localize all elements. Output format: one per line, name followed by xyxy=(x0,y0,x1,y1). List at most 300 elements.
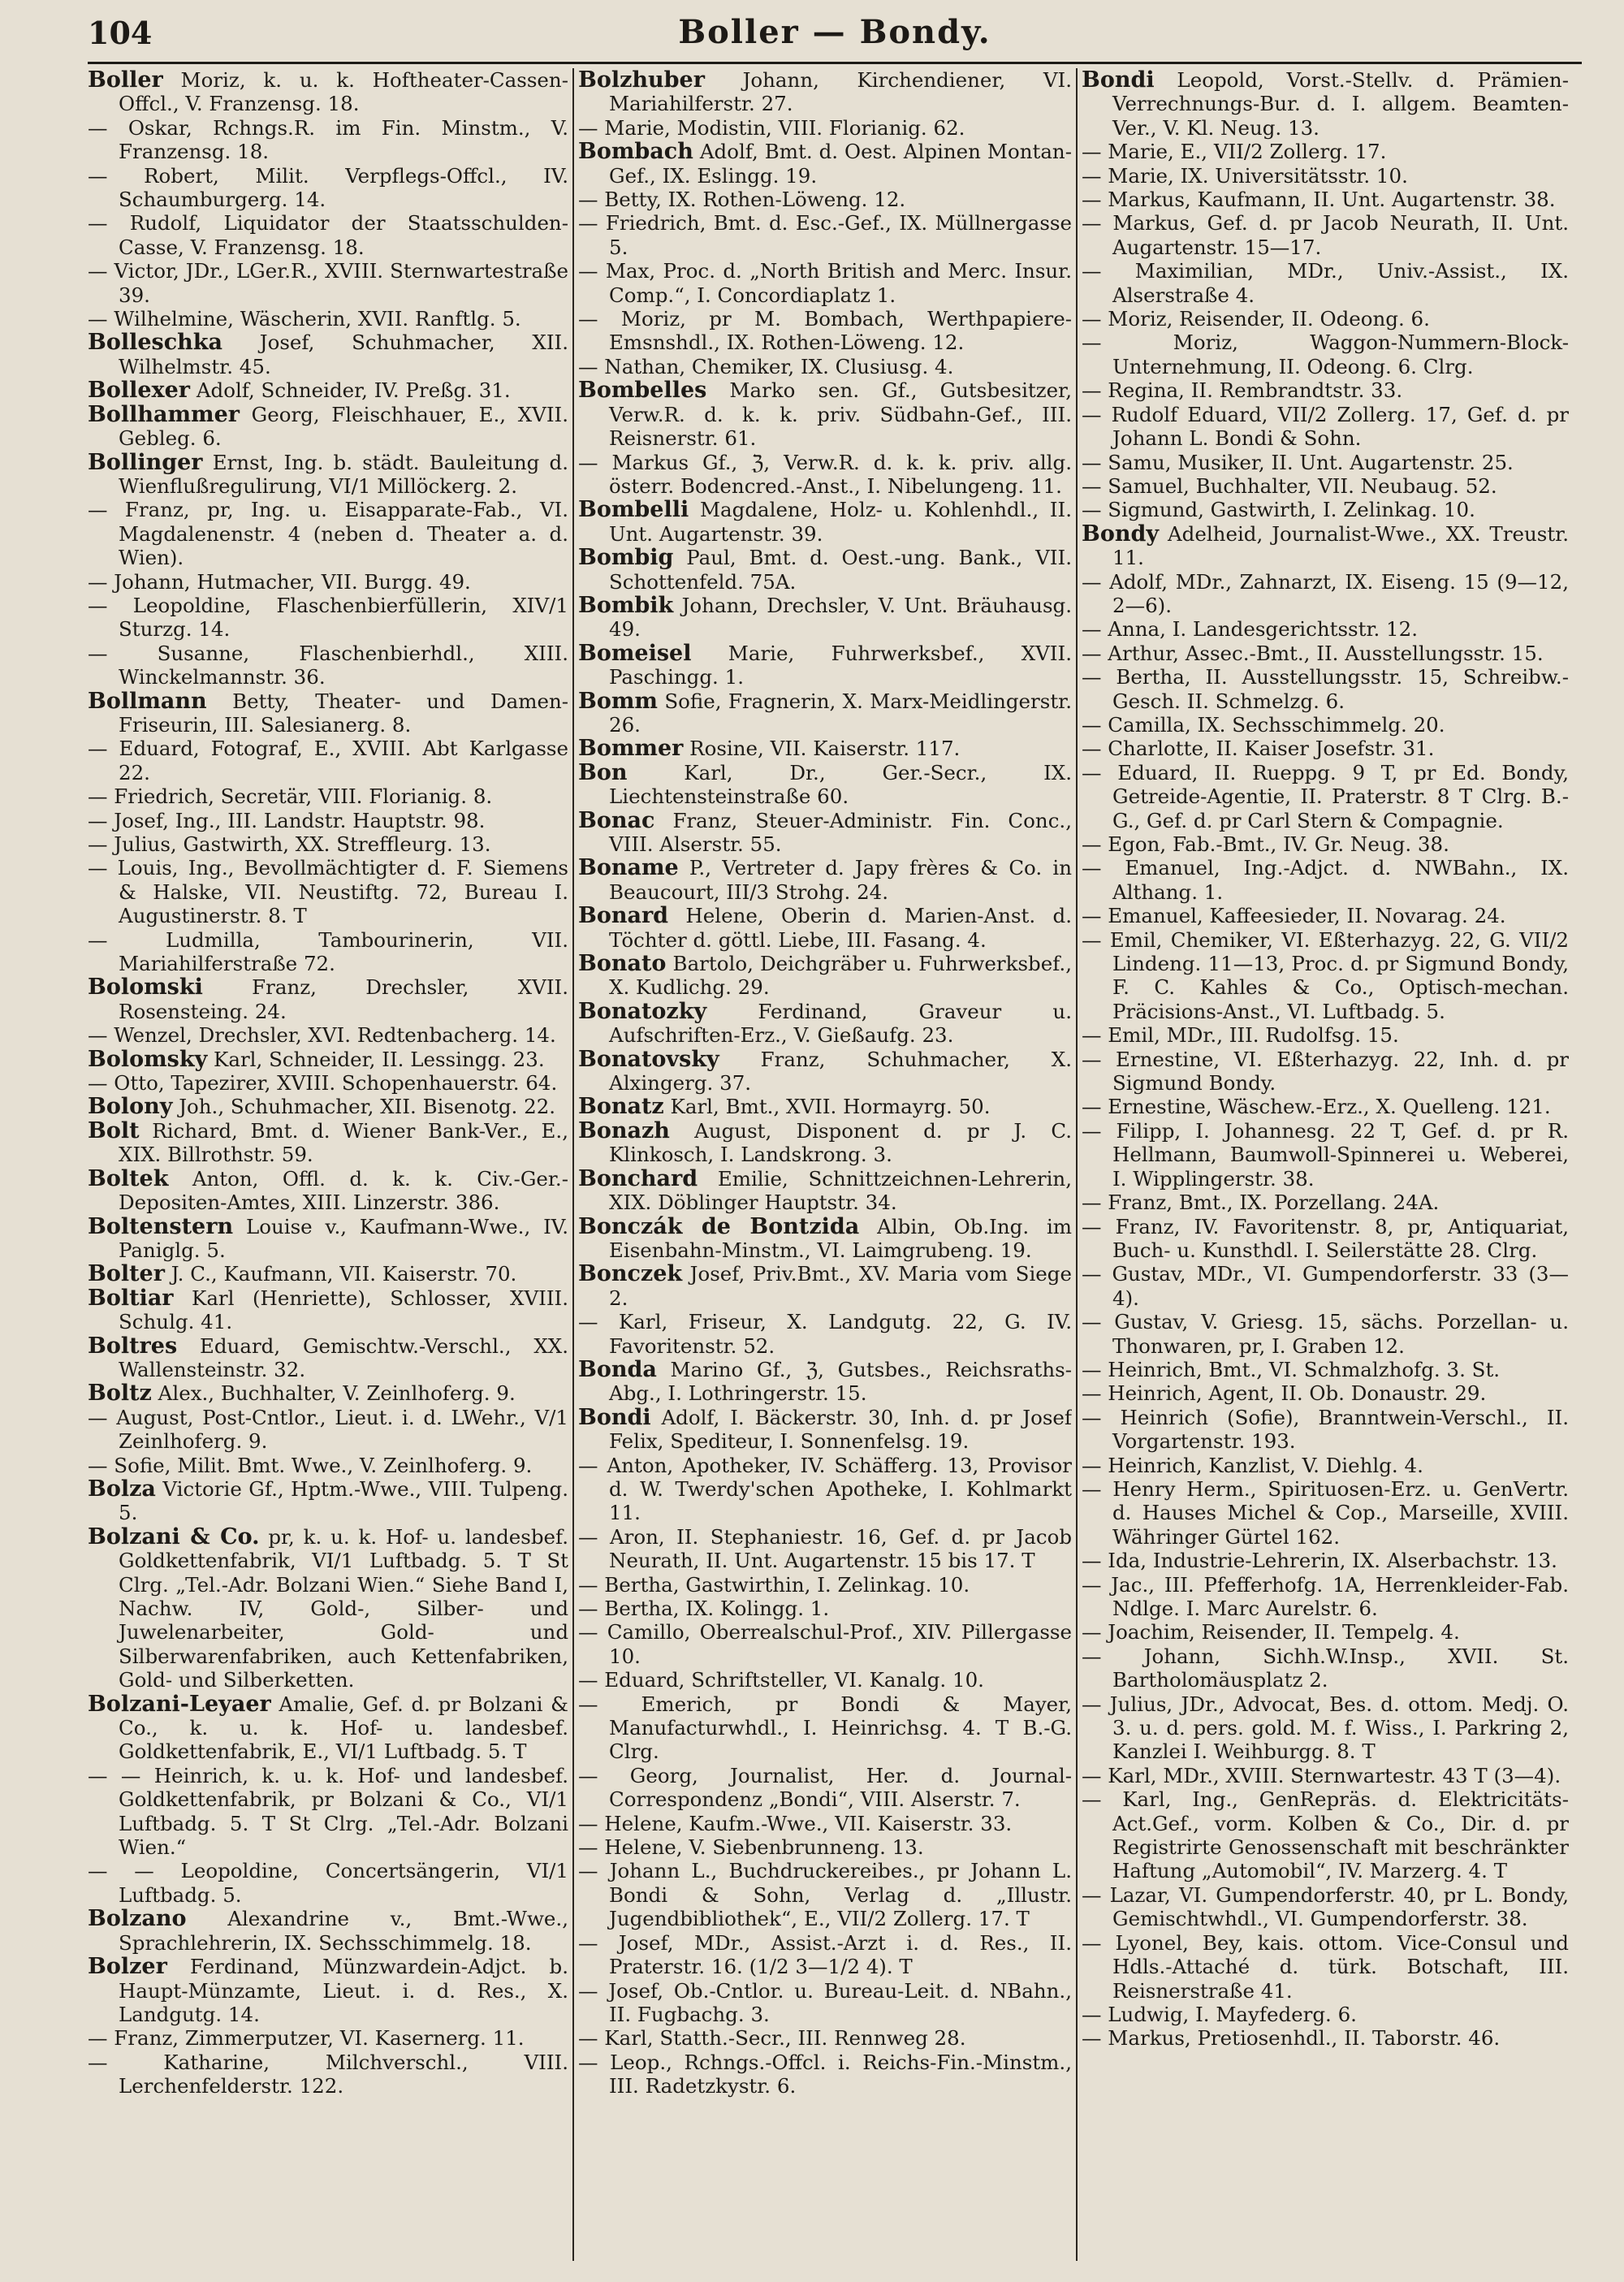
entry-surname: Bollinger xyxy=(88,449,203,475)
entry-surname: Bombig xyxy=(578,545,674,571)
entry-surname: Bolzani-Leyaer xyxy=(88,1691,271,1717)
directory-entry xyxy=(1082,211,1569,259)
entry-text: — Bertha, IX. Kolingg. 1. xyxy=(578,1597,830,1620)
entry-surname: Bolzani & Co. xyxy=(88,1523,260,1549)
entry-text: — Lazar, VI. Gumpendorferstr. 40, pr L. Bondy, Gemischtwhdl., VI. Gumpendorferstr. 38. xyxy=(1082,1882,1569,1931)
entry-surname: Bolzer xyxy=(88,1954,167,1980)
directory-entry xyxy=(88,164,568,212)
entry-text: — Markus, Kaufmann, II. Unt. Augartenstr. 38. xyxy=(1082,188,1556,212)
directory-entry xyxy=(1082,1048,1569,1096)
entry-surname: Bonczek xyxy=(578,1261,683,1287)
entry-text: — Franz, pr, Ing. u. Eisapparate-Fab., VI. Magdalenenstr. 4 (neben d. Theater a. d. Wien). xyxy=(88,498,568,570)
directory-entry xyxy=(578,594,1072,642)
directory-entry xyxy=(578,1859,1072,1930)
directory-entry xyxy=(578,1835,1072,1859)
entry-text: — Josef, Ing., III. Landstr. Hauptstr. 98. xyxy=(88,808,486,832)
directory-entry xyxy=(88,1167,568,1215)
entry-text: — Gustav, V. Griesg. 15, sächs. Porzellan- u. Thonwaren, pr, I. Graben 12. xyxy=(1082,1310,1569,1358)
entry-text: — Susanne, Flaschenbierhdl., XIII. Winckelmannstr. 36. xyxy=(88,641,568,689)
directory-entry xyxy=(1082,1381,1569,1405)
entry-text: Adolf, I. Bäckerstr. 30, Inh. d. pr Josef Felix, Spediteur, I. Sonnenfelsg. 19. xyxy=(609,1405,1072,1454)
entry-text: — Joachim, Reisender, II. Tempelg. 4. xyxy=(1082,1620,1460,1645)
entry-surname: Boltres xyxy=(88,1333,178,1359)
directory-entry xyxy=(1082,331,1569,378)
directory-entry xyxy=(578,856,1072,904)
entry-text: — Franz, Zimmerputzer, VI. Kasernerg. 11. xyxy=(88,2026,525,2051)
entry-text: Helene, Oberin d. Marien-Anst. d. Töchter d. göttl. Liebe, III. Fasang. 4. xyxy=(609,904,1072,952)
directory-entry xyxy=(578,1931,1072,1979)
entry-text: — Julius, Gastwirth, XX. Streffleurg. 13. xyxy=(88,832,491,856)
directory-entry xyxy=(578,2051,1072,2098)
entry-text: — Arthur, Assec.-Bmt., II. Ausstellungsstr. 15. xyxy=(1082,641,1544,665)
column-2 xyxy=(578,68,1072,2269)
directory-entry xyxy=(1082,642,1569,665)
directory-entry xyxy=(578,1000,1072,1048)
directory-entry xyxy=(88,1286,568,1334)
directory-entry xyxy=(1082,904,1569,927)
entry-text: Johann, Kirchendiener, VI. Mariahilferstr. 27. xyxy=(609,68,1072,116)
directory-entry xyxy=(88,1071,568,1095)
directory-entry xyxy=(1082,1787,1569,1883)
entry-text: — Heinrich, Kanzlist, V. Diehlg. 4. xyxy=(1082,1453,1423,1477)
entry-text: P., Vertreter d. Japy frères & Co. in Beaucourt, III/3 Strohg. 24. xyxy=(609,856,1072,904)
directory-entry xyxy=(88,570,568,594)
entry-text: — Franz, IV. Favoritenstr. 8, pr, Antiquariat, Buch- u. Kunsthdl. I. Seilerstätte 28. Clrg. xyxy=(1082,1214,1569,1262)
directory-entry xyxy=(578,355,1072,378)
directory-entry xyxy=(88,1262,568,1286)
directory-entry xyxy=(1082,737,1569,760)
entry-surname: Bolony xyxy=(88,1094,173,1120)
entry-surname: Bonda xyxy=(578,1356,657,1382)
directory-entry xyxy=(578,1692,1072,1764)
directory-entry xyxy=(1082,188,1569,211)
entry-text: Karl, Bmt., XVII. Hormayrg. 50. xyxy=(663,1095,991,1119)
directory-entry xyxy=(578,689,1072,737)
entry-text: Adolf, Schneider, IV. Preßg. 31. xyxy=(190,378,511,403)
entry-text: — Franz, Bmt., IX. Porzellang. 24A. xyxy=(1082,1191,1440,1215)
directory-entry xyxy=(578,1048,1072,1096)
directory-entry xyxy=(88,594,568,642)
directory-entry xyxy=(88,2051,568,2098)
directory-entry xyxy=(88,116,568,164)
entry-text: — Bertha, Gastwirthin, I. Zelinkag. 10. xyxy=(578,1572,970,1597)
entry-text: Karl (Henriette), Schlosser, XVIII. Schulg. 41. xyxy=(119,1286,568,1334)
entry-text: — Friedrich, Secretär, VIII. Florianig. 8. xyxy=(88,784,493,809)
directory-entry xyxy=(1082,1095,1569,1118)
directory-entry xyxy=(578,904,1072,952)
directory-entry xyxy=(578,1095,1072,1118)
entry-text: — — Leopoldine, Concertsängerin, VI/1 Luftbadg. 5. xyxy=(88,1859,568,1907)
column-3 xyxy=(1082,68,1569,2269)
directory-entry xyxy=(1082,522,1569,570)
column-1 xyxy=(88,68,568,2269)
directory-entry xyxy=(1082,1358,1569,1381)
entry-surname: Bondi xyxy=(1082,68,1155,93)
directory-entry xyxy=(578,1979,1072,2027)
entry-text: Paul, Bmt. d. Oest.-ung. Bank., VII. Schottenfeld. 75A. xyxy=(609,546,1072,594)
entry-surname: Bonczák de Bontzida xyxy=(578,1213,860,1239)
directory-entry xyxy=(1082,761,1569,832)
directory-entry xyxy=(88,1334,568,1382)
entry-text: Ferdinand, Graveur u. Aufschriften-Erz., V. Gießaufg. 23. xyxy=(609,999,1072,1048)
entry-surname: Bolza xyxy=(88,1476,156,1502)
entry-text: Amalie, Gef. d. pr Bolzani & Co., k. u. k. Hof- u. landesbef. Goldkettenfabrik, E., VI/1 Luftbadg. 5. T xyxy=(119,1692,568,1764)
entry-surname: Bolter xyxy=(88,1261,165,1287)
directory-entry xyxy=(578,498,1072,546)
directory-entry xyxy=(1082,1454,1569,1477)
entry-text: Karl, Schneider, II. Lessingg. 23. xyxy=(207,1047,545,1071)
directory-entry xyxy=(88,975,568,1023)
directory-entry xyxy=(578,642,1072,689)
entry-surname: Bonchard xyxy=(578,1165,698,1191)
entry-text: — Markus Gf., ℨ, Verw.R. d. k. k. priv. allg. österr. Bodencred.-Anst., I. Nibelungeng. 11. xyxy=(578,450,1072,498)
entry-text: — Marie, IX. Universitätsstr. 10. xyxy=(1082,163,1408,188)
directory-entry xyxy=(1082,498,1569,521)
directory-entry xyxy=(88,498,568,569)
entry-text: — Egon, Fab.-Bmt., IV. Gr. Neug. 38. xyxy=(1082,832,1449,856)
entry-surname: Bolomsky xyxy=(88,1046,208,1072)
entry-text: Franz, Schuhmacher, X. Alxingerg. 37. xyxy=(609,1047,1072,1096)
entry-text: — Friedrich, Bmt. d. Esc.-Gef., IX. Müllnergasse 5. xyxy=(578,211,1072,259)
entry-text: — Wilhelmine, Wäscherin, XVII. Ranftlg. 5. xyxy=(88,307,521,331)
directory-entry xyxy=(88,1095,568,1118)
page-header xyxy=(88,10,1582,58)
entry-surname: Bolomski xyxy=(88,975,203,1001)
entry-text: — Eduard, Fotograf, E., XVIII. Abt Karlgasse 22. xyxy=(88,737,568,784)
entry-text: — Julius, JDr., Advocat, Bes. d. ottom. Medj. O. 3. u. d. pers. gold. M. f. Wiss., I. Parkring 2, Kanzlei I. Weihburgg. 8. T xyxy=(1082,1692,1569,1764)
entry-text: — Ernestine, Wäschew.-Erz., X. Quelleng. 121. xyxy=(1082,1095,1551,1119)
directory-entry xyxy=(1082,1883,1569,1931)
entry-text: — Camillo, Oberrealschul-Prof., XIV. Pillergasse 10. xyxy=(578,1620,1072,1668)
entry-text: — Regina, II. Rembrandtstr. 33. xyxy=(1082,378,1403,403)
directory-entry xyxy=(1082,570,1569,618)
entry-text: Moriz, k. u. k. Hoftheater-Cassen-Offcl., V. Franzensg. 18. xyxy=(119,68,568,116)
entry-text: Johann, Drechsler, V. Unt. Bräuhausg. 49. xyxy=(609,593,1072,642)
entry-text: — Johann L., Buchdruckereibes., pr Johann L. Bondi & Sohn, Verlag d. „Illustr. Jugendbibliothek“, E., VII/2 Zollerg. 17. T xyxy=(578,1859,1072,1931)
entry-surname: Boltz xyxy=(88,1381,152,1407)
directory-entry xyxy=(578,2026,1072,2050)
entry-surname: Bonato xyxy=(578,951,667,977)
directory-entry xyxy=(578,809,1072,857)
directory-entry xyxy=(88,1859,568,1907)
entry-text: Ferdinand, Münzwardein-Adjct. b. Haupt-Münzamte, Lieut. i. d. Res., X. Landgutg. 14. xyxy=(119,1955,568,2026)
entry-text: Marko sen. Gf., Gutsbesitzer, Verw.R. d. k. k. priv. Südbahn-Gef., III. Reisnerstr. 61. xyxy=(609,378,1072,451)
entry-text: — Karl, MDr., XVIII. Sternwartestr. 43 T (3—4). xyxy=(1082,1763,1561,1787)
directory-entry xyxy=(88,1119,568,1167)
entry-text: — Emerich, pr Bondi & Mayer, Manufacturwhdl., I. Heinrichsg. 4. T B.-G. Clrg. xyxy=(578,1692,1072,1764)
entry-text: — Adolf, MDr., Zahnarzt, IX. Eiseng. 15 (9—12, 2—6). xyxy=(1082,569,1569,617)
entry-text: Marino Gf., ℨ, Gutsbes., Reichsraths-Abg., I. Lothringerstr. 15. xyxy=(609,1357,1072,1406)
directory-entry xyxy=(1082,1406,1569,1454)
directory-entry xyxy=(1082,164,1569,188)
directory-entry xyxy=(578,68,1072,116)
directory-entry xyxy=(1082,928,1569,1024)
entry-text: — Emanuel, Ing.-Adjct. d. NWBahn., IX. Althang. 1. xyxy=(1082,856,1569,904)
directory-entry xyxy=(578,1358,1072,1406)
entry-text: — Henry Herm., Spirituosen-Erz. u. GenVertr. d. Hauses Michel & Cop., Marseille, XVIII. Währinger Gürtel 162. xyxy=(1082,1476,1569,1549)
directory-entry xyxy=(578,952,1072,1000)
directory-entry xyxy=(88,331,568,378)
entry-surname: Bon xyxy=(578,759,628,785)
column-divider xyxy=(1076,68,1078,2261)
directory-entry xyxy=(578,1167,1072,1215)
entry-text: Marie, Fuhrwerksbef., XVII. Paschingg. 1. xyxy=(609,641,1072,689)
entry-text: — Josef, MDr., Assist.-Arzt i. d. Res., II. Praterstr. 16. (1/2 3—1/2 4). T xyxy=(578,1930,1072,1979)
directory-entry xyxy=(578,1668,1072,1692)
directory-entry xyxy=(88,1381,568,1405)
directory-entry xyxy=(1082,1477,1569,1549)
directory-entry xyxy=(88,1907,568,1955)
directory-entry xyxy=(1082,451,1569,474)
directory-entry xyxy=(88,809,568,832)
directory-entry xyxy=(1082,1023,1569,1047)
entry-text: — Louis, Ing., Bevollmächtigter d. F. Siemens & Halske, VII. Neustiftg. 72, Bureau I. Augustinerstr. 8. T xyxy=(88,856,568,928)
directory-entry xyxy=(578,1119,1072,1167)
entry-surname: Bolzhuber xyxy=(578,68,705,93)
entry-text: Joh., Schuhmacher, XII. Bisenotg. 22. xyxy=(172,1095,556,1119)
directory-entry xyxy=(1082,1119,1569,1191)
directory-entry xyxy=(88,832,568,856)
directory-entry xyxy=(578,451,1072,499)
directory-entry xyxy=(578,1454,1072,1525)
directory-entry xyxy=(1082,2003,1569,2026)
entry-text: — Katharine, Milchverschl., VIII. Lerchenfelderstr. 122. xyxy=(88,2050,568,2098)
directory-entry xyxy=(578,259,1072,307)
directory-entry xyxy=(1082,665,1569,713)
entry-text: Victorie Gf., Hptm.-Wwe., VIII. Tulpeng. 5. xyxy=(119,1476,568,1525)
directory-entry xyxy=(88,378,568,402)
entry-text: Alexandrine v., Bmt.-Wwe., Sprachlehrerin, IX. Sechsschimmelg. 18. xyxy=(119,1907,568,1955)
entry-text: — Rudolf Eduard, VII/2 Zollerg. 17, Gef. d. pr Johann L. Bondi & Sohn. xyxy=(1082,402,1569,451)
directory-entry xyxy=(88,689,568,737)
entry-text: Alex., Buchhalter, V. Zeinlhoferg. 9. xyxy=(151,1381,516,1406)
directory-entry xyxy=(1082,713,1569,737)
entry-text: — Markus, Pretiosenhdl., II. Taborstr. 46. xyxy=(1082,2026,1501,2051)
directory-entry xyxy=(578,1812,1072,1835)
entry-surname: Bonatozky xyxy=(578,998,707,1024)
entry-text: — Leopoldine, Flaschenbierfüllerin, XIV/1 Sturzg. 14. xyxy=(88,593,568,642)
directory-entry xyxy=(88,1955,568,2026)
entry-text: — Helene, Kaufm.-Wwe., VII. Kaiserstr. 33. xyxy=(578,1811,1013,1835)
directory-entry xyxy=(578,116,1072,140)
directory-entry xyxy=(88,68,568,116)
entry-text: — Johann, Hutmacher, VII. Burgg. 49. xyxy=(88,569,471,594)
entry-surname: Bonard xyxy=(578,903,669,929)
entry-text: — — Heinrich, k. u. k. Hof- und landesbef. Goldkettenfabrik, pr Bolzani & Co., VI/1 Luftbadg. 5. T St Clrg. „Tel.-Adr. Bolzani Wien.“ xyxy=(88,1763,568,1860)
directory-entry xyxy=(1082,1931,1569,2003)
entry-text: — Eduard, II. Rueppg. 9 T, pr Ed. Bondy, Getreide-Agentie, II. Praterstr. 8 T Clrg. B.-G., Gef. d. pr Carl Stern & Compagnie. xyxy=(1082,760,1569,832)
entry-text: Josef, Schuhmacher, XII. Wilhelmstr. 45. xyxy=(119,331,568,378)
entry-text: — Maximilian, MDr., Univ.-Assist., IX. Alserstraße 4. xyxy=(1082,259,1569,307)
directory-entry xyxy=(88,1764,568,1860)
directory-entry xyxy=(1082,1620,1569,1644)
directory-entry xyxy=(1082,1191,1569,1214)
entry-text: — Gustav, MDr., VI. Gumpendorferstr. 33 (3—4). xyxy=(1082,1262,1569,1310)
entry-surname: Boltenstern xyxy=(88,1213,234,1239)
entry-text: Bartolo, Deichgräber u. Fuhrwerksbef., X. Kudlichg. 29. xyxy=(609,952,1072,1000)
directory-entry xyxy=(88,1692,568,1764)
directory-entry xyxy=(1082,1645,1569,1692)
entry-text: Rosine, VII. Kaiserstr. 117. xyxy=(683,737,961,761)
entry-text: — Anna, I. Landesgerichtsstr. 12. xyxy=(1082,617,1419,642)
entry-text: pr, k. u. k. Hof- u. landesbef. Goldkettenfabrik, VI/1 Luftbadg. 5. T St Clrg. „Tel.-Adr. Bolzani Wien.“ Siehe Band I, Nachw. IV, Gold-, Silber- und Juwelenarbeiter, Gold- und Silberwarenfabriken, auch Kettenfabriken, Gold- und Silberketten. xyxy=(119,1524,568,1692)
directory-entry xyxy=(88,2026,568,2050)
directory-entry xyxy=(1082,403,1569,451)
directory-entry xyxy=(1082,140,1569,163)
entry-text: — Max, Proc. d. „North British and Merc. Insur. Comp.“, I. Concordiaplatz 1. xyxy=(578,259,1072,307)
entry-text: — Marie, Modistin, VIII. Florianig. 62. xyxy=(578,115,965,140)
directory-entry xyxy=(88,737,568,784)
entry-text: — Moriz, Waggon-Nummern-Block-Unternehmung, II. Odeong. 6. Clrg. xyxy=(1082,331,1569,378)
entry-text: — Heinrich, Bmt., VI. Schmalzhofg. 3. St. xyxy=(1082,1357,1501,1381)
entry-surname: Bondy xyxy=(1082,521,1160,547)
directory-entry xyxy=(88,1048,568,1071)
directory-entry xyxy=(1082,617,1569,641)
directory-entry xyxy=(578,1597,1072,1620)
directory-entry xyxy=(578,1573,1072,1597)
directory-entry xyxy=(88,1454,568,1477)
entry-text: — Lyonel, Bey, kais. ottom. Vice-Consul und Hdls.-Attaché d. türk. Botschaft, III. Reisnerstraße 41. xyxy=(1082,1930,1569,2003)
entry-text: — Leop., Rchngs.-Offcl. i. Reichs-Fin.-Minstm., III. Radetzkystr. 6. xyxy=(578,2050,1072,2098)
entry-text: — Ida, Industrie-Lehrerin, IX. Alserbachstr. 13. xyxy=(1082,1549,1557,1573)
entry-text: — Moriz, Reisender, II. Odeong. 6. xyxy=(1082,307,1430,331)
entry-text: — Samu, Musiker, II. Unt. Augartenstr. 25. xyxy=(1082,450,1514,474)
column-divider xyxy=(572,68,574,2261)
directory-entry xyxy=(578,1406,1072,1454)
entry-surname: Bonatovsky xyxy=(578,1046,719,1072)
directory-entry xyxy=(1082,1215,1569,1263)
entry-text: — Bertha, II. Ausstellungsstr. 15, Schreibw.-Gesch. II. Schmelzg. 6. xyxy=(1082,665,1569,713)
directory-entry xyxy=(578,761,1072,809)
directory-entry xyxy=(1082,474,1569,498)
entry-text: — Wenzel, Drechsler, XVI. Redtenbacherg. 14. xyxy=(88,1023,556,1048)
directory-entry xyxy=(1082,378,1569,402)
entry-text: Sofie, Fragnerin, X. Marx-Meidlingerstr. 26. xyxy=(609,689,1072,737)
directory-entry xyxy=(1082,832,1569,856)
entry-text: — August, Post-Cntlor., Lieut. i. d. LWehr., V/1 Zeinlhoferg. 9. xyxy=(88,1405,568,1454)
entry-text: Karl, Dr., Ger.-Secr., IX. Liechtensteinstraße 60. xyxy=(609,760,1072,809)
entry-surname: Boller xyxy=(88,68,163,93)
directory-entry xyxy=(1082,2026,1569,2050)
entry-text: — Sofie, Milit. Bmt. Wwe., V. Zeinlhoferg. 9. xyxy=(88,1453,533,1477)
entry-surname: Bombach xyxy=(578,139,693,165)
entry-text: — Emanuel, Kaffeesieder, II. Novarag. 24. xyxy=(1082,904,1506,928)
entry-surname: Bonatz xyxy=(578,1094,664,1120)
entry-text: — Rudolf, Liquidator der Staatsschulden-Casse, V. Franzensg. 18. xyxy=(88,211,568,259)
entry-text: Georg, Fleischhauer, E., XVII. Gebleg. 6. xyxy=(119,402,568,451)
entry-text: — Ernestine, VI. Eßterhazyg. 22, Inh. d. pr Sigmund Bondy. xyxy=(1082,1047,1569,1096)
directory-entry xyxy=(88,1477,568,1525)
entry-text: — Moriz, pr M. Bombach, Werthpapiere-Emsnshdl., IX. Rothen-Löweng. 12. xyxy=(578,307,1072,355)
directory-entry xyxy=(578,1525,1072,1573)
entry-text: — Charlotte, II. Kaiser Josefstr. 31. xyxy=(1082,737,1435,761)
entry-surname: Bollmann xyxy=(88,688,207,714)
directory-entry xyxy=(578,188,1072,211)
entry-surname: Bombik xyxy=(578,592,674,618)
directory-entry xyxy=(88,307,568,331)
entry-text: — Filipp, I. Johannesg. 22 T, Gef. d. pr R. Hellmann, Baumwoll-Spinnerei u. Weberei, I. Wipplingerstr. 38. xyxy=(1082,1118,1569,1191)
entry-text: — Markus, Gef. d. pr Jacob Neurath, II. Unt. Augartenstr. 15—17. xyxy=(1082,211,1569,259)
entry-text: — Jac., III. Pfefferhofg. 1A, Herrenkleider-Fab. Ndlge. I. Marc Aurelstr. 6. xyxy=(1082,1572,1569,1620)
entry-text: — Nathan, Chemiker, IX. Clusiusg. 4. xyxy=(578,354,954,378)
entry-text: Betty, Theater- und Damen-Friseurin, III. Salesianerg. 8. xyxy=(119,689,568,737)
directory-entry xyxy=(578,546,1072,594)
directory-entry xyxy=(578,1262,1072,1310)
directory-entry xyxy=(88,403,568,451)
entry-text: — Karl, Friseur, X. Landgutg. 22, G. IV. Favoritenstr. 52. xyxy=(578,1310,1072,1358)
entry-text: — Anton, Apotheker, IV. Schäfferg. 13, Provisor d. W. Twerdy'schen Apotheke, I. Kohlmarkt 11. xyxy=(578,1453,1072,1525)
entry-text: — Karl, Ing., GenRepräs. d. Elektricitäts-Act.Gef., vorm. Kolben & Co., Dir. d. pr Registrirte Genossenschaft mit beschränkter Haftung „Automobil“, IV. Marzerg. 4. T xyxy=(1082,1787,1569,1883)
directory-entry xyxy=(578,378,1072,450)
entry-surname: Boltiar xyxy=(88,1285,174,1311)
entry-text: — Betty, IX. Rothen-Löweng. 12. xyxy=(578,188,906,212)
directory-entry xyxy=(88,1023,568,1047)
entry-text: Adelheid, Journalist-Wwe., XX. Treustr. 11. xyxy=(1112,521,1569,570)
entry-text: — Samuel, Buchhalter, VII. Neubaug. 52. xyxy=(1082,473,1497,498)
entry-text: Ernst, Ing. b. städt. Bauleitung d. Wienflußregulirung, VI/1 Millöckerg. 2. xyxy=(119,450,568,498)
directory-entry xyxy=(88,1525,568,1692)
directory-entry xyxy=(1082,856,1569,904)
directory-entry xyxy=(578,1620,1072,1668)
directory-entry xyxy=(578,1215,1072,1263)
entry-surname: Bollexer xyxy=(88,378,191,404)
directory-entry xyxy=(88,259,568,307)
directory-entry xyxy=(88,211,568,259)
entry-text: — Karl, Statth.-Secr., III. Rennweg 28. xyxy=(578,2026,966,2051)
entry-text: — Emil, MDr., III. Rudolfsg. 15. xyxy=(1082,1023,1399,1048)
header-rule xyxy=(88,62,1582,64)
directory-entry xyxy=(578,1764,1072,1812)
directory-entry xyxy=(88,1406,568,1454)
directory-entry xyxy=(88,642,568,689)
entry-text: Eduard, Gemischtw.-Verschl., XX. Wallensteinstr. 32. xyxy=(119,1333,568,1381)
entry-surname: Bomeisel xyxy=(578,640,692,666)
page-number: 104 xyxy=(88,15,153,51)
entry-text: — Victor, JDr., LGer.R., XVIII. Sternwartestraße 39. xyxy=(88,259,568,307)
entry-surname: Bolzano xyxy=(88,1906,187,1932)
running-title: Boller — Bondy. xyxy=(678,13,991,51)
directory-entry xyxy=(1082,307,1569,331)
entry-text: — Ludmilla, Tambourinerin, VII. Mariahilferstraße 72. xyxy=(88,927,568,976)
entry-surname: Bomm xyxy=(578,688,658,714)
directory-entry xyxy=(1082,1310,1569,1358)
entry-text: Anton, Offl. d. k. k. Civ.-Ger.-Depositen-Amtes, XIII. Linzerstr. 386. xyxy=(119,1166,568,1215)
entry-text: Magdalene, Holz- u. Kohlenhdl., II. Unt. Augartenstr. 39. xyxy=(609,498,1072,546)
directory-entry xyxy=(1082,259,1569,307)
entry-text: August, Disponent d. pr J. C. Klinkosch, I. Landskrong. 3. xyxy=(609,1118,1072,1167)
entry-text: Louise v., Kaufmann-Wwe., IV. Paniglg. 5. xyxy=(119,1214,568,1262)
entry-text: — Josef, Ob.-Cntlor. u. Bureau-Leit. d. NBahn., II. Fugbachg. 3. xyxy=(578,1978,1072,2026)
entry-text: — Marie, E., VII/2 Zollerg. 17. xyxy=(1082,140,1387,164)
directory-entry xyxy=(88,1215,568,1263)
entry-text: — Ludwig, I. Mayfederg. 6. xyxy=(1082,2002,1357,2026)
entry-text: J. C., Kaufmann, VII. Kaiserstr. 70. xyxy=(164,1262,517,1286)
entry-surname: Bollhammer xyxy=(88,401,240,427)
directory-entry xyxy=(1082,1573,1569,1621)
entry-surname: Bonazh xyxy=(578,1117,670,1143)
directory-entry xyxy=(88,451,568,499)
directory-entry xyxy=(578,737,1072,760)
entry-text: Franz, Drechsler, XVII. Rosensteing. 24. xyxy=(119,975,568,1023)
entry-surname: Bombelli xyxy=(578,497,689,523)
entry-text: — Helene, V. Siebenbrunneng. 13. xyxy=(578,1835,924,1860)
entry-text: Leopold, Vorst.-Stellv. d. Prämien-Verrechnungs-Bur. d. I. allgem. Beamten-Ver., V. Kl. Neug. 13. xyxy=(1112,68,1569,140)
entry-text: — Otto, Tapezirer, XVIII. Schopenhauerstr. 64. xyxy=(88,1071,558,1096)
entry-text: Franz, Steuer-Administr. Fin. Conc., VIII. Alserstr. 55. xyxy=(609,808,1072,856)
entry-text: — Heinrich, Agent, II. Ob. Donaustr. 29. xyxy=(1082,1381,1487,1406)
entry-surname: Boname xyxy=(578,855,679,881)
directory-entry xyxy=(1082,1692,1569,1764)
